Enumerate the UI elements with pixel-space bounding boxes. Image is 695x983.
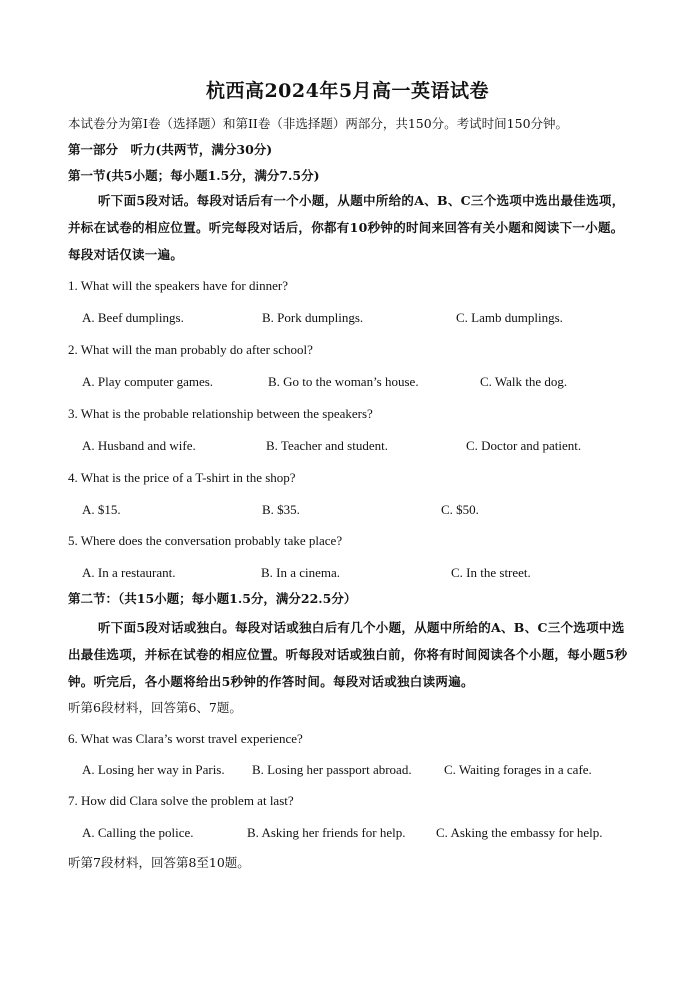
question-5-option-c[interactable]: C. In the street. xyxy=(451,565,531,580)
question-6-option-a[interactable]: A. Losing her way in Paris. xyxy=(82,762,225,777)
question-7-option-c[interactable]: C. Asking the embassy for help. xyxy=(436,825,603,840)
question-4: 4. What is the price of a T-shirt in the shop? xyxy=(68,470,296,485)
question-7-option-b[interactable]: B. Asking her friends for help. xyxy=(247,825,406,840)
question-1-option-b[interactable]: B. Pork dumplings. xyxy=(262,310,364,325)
question-5-option-b[interactable]: B. In a cinema. xyxy=(261,565,341,580)
question-3: 3. What is the probable relationship between the speakers? xyxy=(68,406,373,421)
question-5: 5. Where does the conversation probably take place? xyxy=(68,533,343,548)
question-7-option-a[interactable]: A. Calling the police. xyxy=(82,825,194,840)
part1-heading: 第一部分 听力(共两节，满分30分) xyxy=(68,142,273,157)
passage-6-note: 听第6段材料，回答第6、7题。 xyxy=(68,700,242,715)
question-5-option-a[interactable]: A. In a restaurant. xyxy=(82,565,176,580)
question-2-option-c[interactable]: C. Walk the dog. xyxy=(480,374,568,389)
passage-7-note: 听第7段材料，回答第8至10题。 xyxy=(68,855,250,870)
question-2: 2. What will the man probably do after school? xyxy=(68,342,313,357)
section2-heading: 第二节：（共15小题；每小题1.5分，满分22.5分） xyxy=(68,591,357,606)
question-3-option-a[interactable]: A. Husband and wife. xyxy=(82,438,196,453)
question-4-option-b[interactable]: B. $35. xyxy=(262,502,300,517)
exam-title: 杭西高2024年5月高一英语试卷 xyxy=(205,80,490,102)
question-7: 7. How did Clara solve the problem at last? xyxy=(68,793,294,808)
section1-instructions: 听下面5段对话。每段对话后有一个小题，从题中所给的A、B、C三个选项中选出最佳选项，并标在试卷的相应位置。听完每段对话后，你都有10秒钟的时间来回答有关小题和阅读下一小题。每段对话仅读一遍。 xyxy=(68,193,625,262)
question-4-option-c[interactable]: C. $50. xyxy=(441,502,479,517)
question-1-option-c[interactable]: C. Lamb dumplings. xyxy=(456,310,563,325)
question-3-option-b[interactable]: B. Teacher and student. xyxy=(266,438,388,453)
question-1-option-a[interactable]: A. Beef dumplings. xyxy=(82,310,184,325)
section1-heading: 第一节(共5小题；每小题1.5分，满分7.5分) xyxy=(68,168,320,183)
exam-intro: 本试卷分为第I卷（选择题）和第II卷（非选择题）两部分，共150分。考试时间150分钟。 xyxy=(68,116,569,131)
question-6-option-b[interactable]: B. Losing her passport abroad. xyxy=(252,762,412,777)
question-2-option-a[interactable]: A. Play computer games. xyxy=(82,374,214,389)
question-6: 6. What was Clara’s worst travel experience? xyxy=(68,731,303,746)
question-2-option-b[interactable]: B. Go to the woman’s house. xyxy=(268,374,419,389)
question-1: 1. What will the speakers have for dinner? xyxy=(68,278,288,293)
question-4-option-a[interactable]: A. $15. xyxy=(82,502,121,517)
question-3-option-c[interactable]: C. Doctor and patient. xyxy=(466,438,582,453)
section2-instructions: 听下面5段对话或独白。每段对话或独白后有几个小题，从题中所给的A、B、C三个选项中选出最佳选项，并标在试卷的相应位置。听每段对话或独白前，你将有时间阅读各个小题，每小题5秒钟。听完后，各小题将给出5秒钟的作答时间。每段对话或独白读两遍。 xyxy=(68,620,628,689)
question-6-option-c[interactable]: C. Waiting forages in a cafe. xyxy=(444,762,592,777)
